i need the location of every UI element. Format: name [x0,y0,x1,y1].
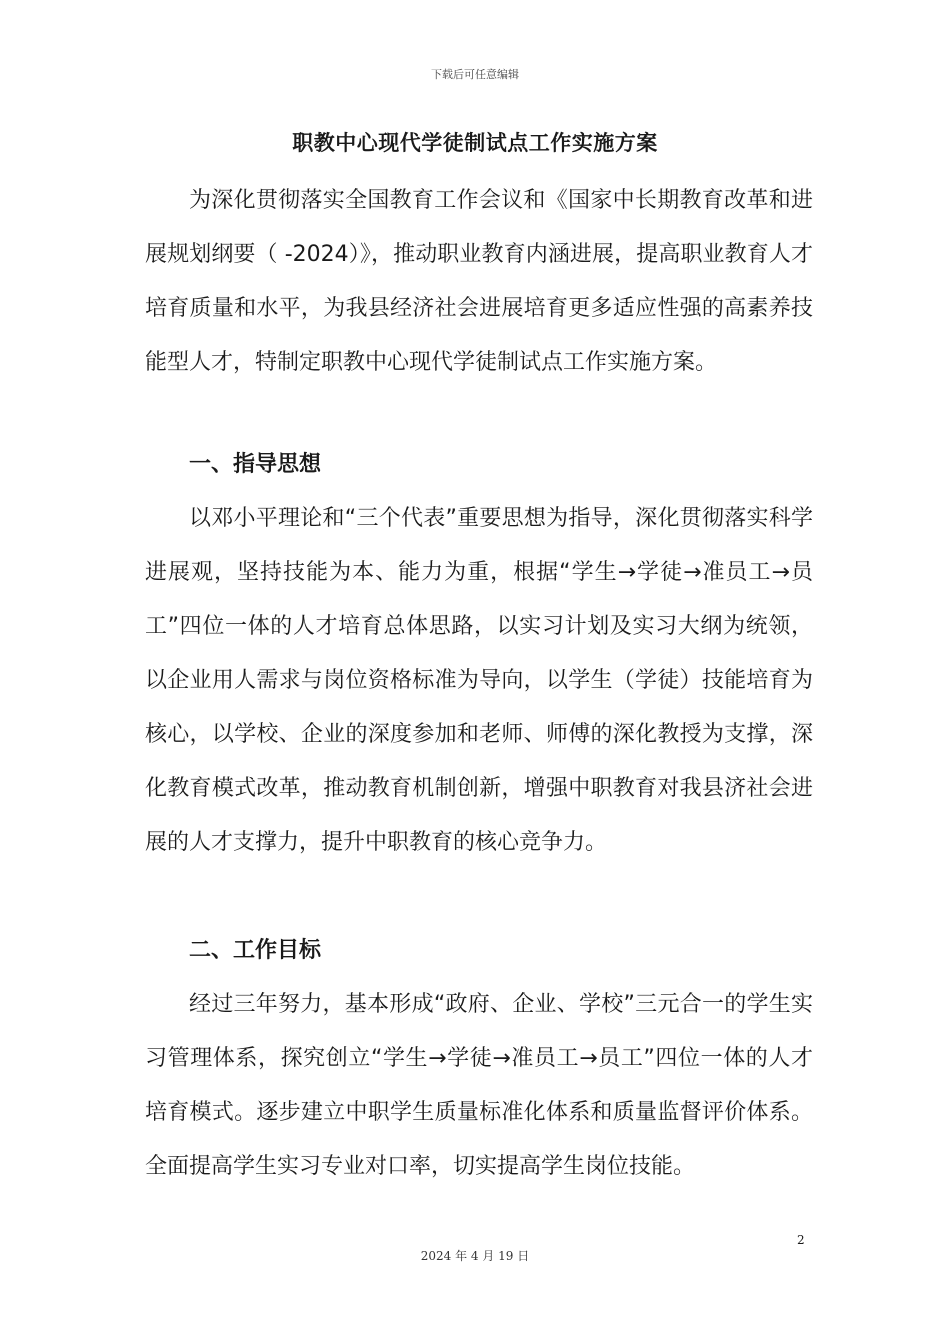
section-heading-work-goals: 二、工作目标 [189,938,322,963]
header-note: 下载后可任意编辑 [431,68,519,81]
intro-paragraph: 为深化贯彻落实全国教育工作会议和《国家中长期教育改革和进展规划纲要（ -2024）》，推动职业教育内涵进展，提高职业教育人才培育质量和水平，为我县经济社会进展培育更多适应性强的高素养技能型人才，特制定职教中心现代学徒制试点工作实施方案。 [145,188,813,375]
page-number: 2 [797,1233,805,1247]
section-heading-guiding-ideology: 一、指导思想 [189,452,322,477]
section-paragraph-work-goals: 经过三年努力，基本形成“政府、企业、学校”三元合一的学生实习管理体系，探究创立“学生→学徒→准员工→员工”四位一体的人才培育模式。逐步建立中职学生质量标准化体系和质量监督评价体系。全面提高学生实习专业对口率，切实提高学生岗位技能。 [145,992,813,1179]
document-title: 职教中心现代学徒制试点工作实施方案 [292,131,658,155]
section-paragraph-guiding-ideology: 以邓小平理论和“三个代表”重要思想为指导，深化贯彻落实科学进展观，坚持技能为本、能力为重，根据“学生→学徒→准员工→员工”四位一体的人才培育总体思路，以实习计划及实习大纲为统领，以企业用人需求与岗位资格标准为导向，以学生（学徒）技能培育为核心，以学校、企业的深度参加和老师、师傅的深化教授为支撑，深化教育模式改革，推动教育机制创新，增强中职教育对我县济社会进展的人才支撑力，提升中职教育的核心竞争力。 [145,506,813,855]
footer-date: 2024 年 4 月 19 日 [420,1249,530,1263]
